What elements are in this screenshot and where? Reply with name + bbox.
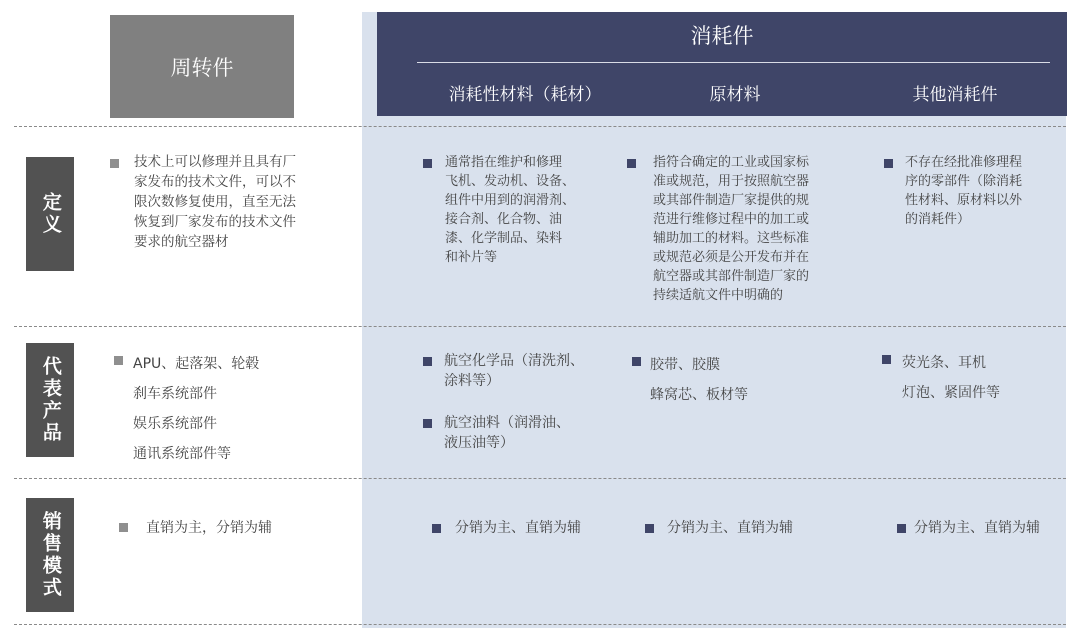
- sales-consumable: 分销为主、直销为辅: [455, 520, 581, 536]
- text-line: 胶带、胶膜: [650, 357, 720, 373]
- products-raw: [650, 350, 830, 410]
- text-line: 辅助加工的材料。这些标准: [653, 231, 810, 246]
- text-line: 通讯系统部件等: [133, 446, 231, 462]
- row-label-sales: [26, 498, 74, 612]
- text-line: 指符合确定的工业或国家标: [653, 155, 810, 170]
- definition-other: [905, 153, 1070, 229]
- text-line: 或其部件制造厂家提供的规: [653, 193, 810, 208]
- text-line: 范进行维修过程中的加工或: [653, 212, 810, 227]
- row-label-definition-text: 定义: [39, 192, 62, 236]
- text-line: 灯泡、紧固件等: [902, 385, 1000, 401]
- text-line: 航空化学品（清洗剂、: [444, 353, 584, 369]
- text-line: 要求的航空器材: [134, 234, 229, 250]
- sales-raw: 分销为主、直销为辅: [667, 520, 793, 536]
- header-divider: [417, 62, 1050, 63]
- row-label-sales-text: 销售模式: [39, 511, 62, 599]
- bullet-square: [423, 419, 432, 428]
- bullet-square: [897, 524, 906, 533]
- row-label-definition: [26, 157, 74, 271]
- bullet-square: [432, 524, 441, 533]
- text-line: 娱乐系统部件: [133, 416, 217, 432]
- row-label-products-text: 代表产品: [39, 356, 62, 444]
- text-line: 限次数修复使用，直至无法: [134, 194, 296, 210]
- rotable-header: [110, 15, 294, 118]
- text-line: 的消耗件）: [905, 212, 971, 227]
- text-line: 或规范必须是公开发布并在: [653, 250, 810, 265]
- text-line: 飞机、发动机、设备、: [445, 174, 576, 189]
- definition-rotable: [134, 152, 349, 252]
- products-rotable: [133, 349, 333, 469]
- text-line: 通常指在维护和修理: [445, 155, 563, 170]
- definition-consumable: [445, 153, 625, 267]
- subheader-other-consumables: 其他消耗件: [912, 85, 998, 105]
- text-line: 荧光条、耳机: [902, 355, 986, 371]
- bullet-square: [423, 357, 432, 366]
- bullet-square: [110, 159, 119, 168]
- subheader-consumable-materials: 消耗性材料（耗材）: [448, 85, 602, 105]
- products-consumable-chemicals: [444, 351, 624, 391]
- text-line: 液压油等）: [444, 435, 514, 451]
- row-separator: [14, 126, 1066, 127]
- text-line: 和补片等: [445, 250, 498, 265]
- text-line: APU、起落架、轮毂: [133, 356, 260, 372]
- row-separator: [14, 478, 1066, 479]
- bullet-square: [114, 356, 123, 365]
- text-line: 家发布的技术文件，可以不: [134, 174, 296, 190]
- text-line: 技术上可以修理并且具有厂: [134, 154, 296, 170]
- text-line: 接合剂、化合物、油: [445, 212, 563, 227]
- text-line: 性材料、原材料以外: [905, 193, 1023, 208]
- sales-other: 分销为主、直销为辅: [914, 520, 1040, 536]
- subheader-raw-materials: 原材料: [709, 85, 761, 105]
- bullet-square: [627, 159, 636, 168]
- text-line: 准或规范，用于按照航空器: [653, 174, 810, 189]
- row-label-products: [26, 343, 74, 457]
- text-line: 恢复到厂家发布的技术文件: [134, 214, 296, 230]
- consumables-header-title: 消耗件: [690, 24, 754, 48]
- rotable-header-label: 周转件: [170, 55, 234, 80]
- row-separator: [14, 326, 1066, 327]
- sales-rotable: 直销为主，分销为辅: [146, 520, 272, 536]
- text-line: 蜂窝芯、板材等: [650, 387, 748, 403]
- text-line: 漆、化学制品、染料: [445, 231, 563, 246]
- text-line: 航空油料（润滑油、: [444, 415, 570, 431]
- text-line: 涂料等）: [444, 373, 500, 389]
- text-line: 持续适航文件中明确的: [653, 288, 784, 303]
- bullet-square: [645, 524, 654, 533]
- text-line: 航空器或其部件制造厂家的: [653, 269, 810, 284]
- text-line: 不存在经批准修理程: [905, 155, 1023, 170]
- bullet-square: [119, 523, 128, 532]
- text-line: 组件中用到的润滑剂、: [445, 193, 576, 208]
- row-separator: [14, 624, 1066, 625]
- definition-raw: [653, 153, 868, 305]
- bullet-square: [884, 159, 893, 168]
- products-other: [902, 348, 1072, 408]
- bullet-square: [632, 357, 641, 366]
- bullet-square: [423, 159, 432, 168]
- bullet-square: [882, 355, 891, 364]
- text-line: 序的零部件（除消耗: [905, 174, 1023, 189]
- products-consumable-oils: [444, 413, 624, 453]
- text-line: 刹车系统部件: [133, 386, 217, 402]
